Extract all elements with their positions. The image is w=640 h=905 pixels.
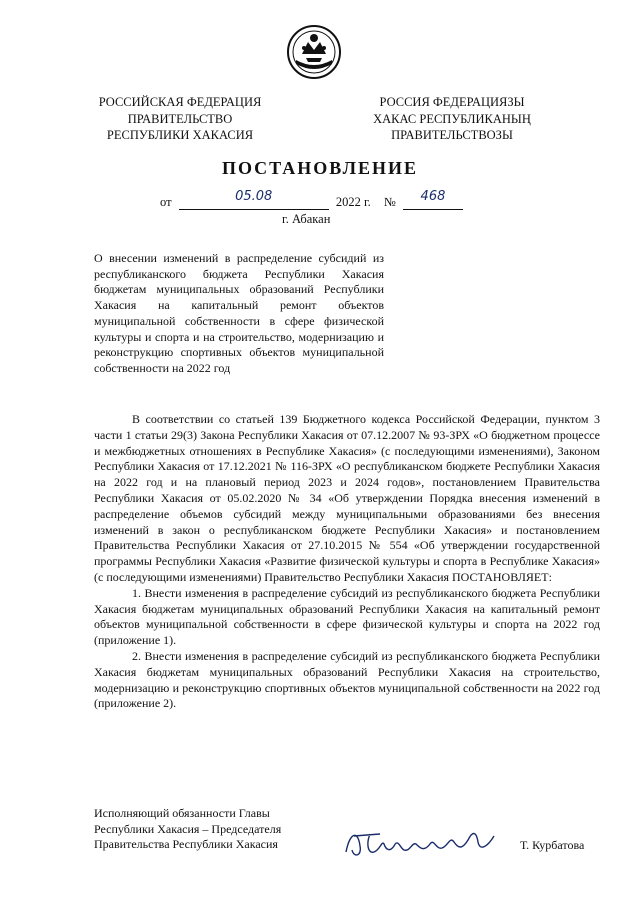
date-line <box>160 189 463 210</box>
header-left-line-3: РЕСПУБЛИКИ ХАКАСИЯ <box>106 128 254 142</box>
subject-block: О внесении изменений в распределение субсидий из республиканского бюджета Республики Хакасия бюджетам муниципальных образований Республики Хакасия на капитальный ремонт объектов муниципальной собственности в сфере физической культуры и спорта и на строительство, модернизацию и реконструкцию спортивных объектов муниципальной собственности на 2022 год <box>94 251 384 375</box>
signatory-name: Т. Курбатова <box>520 838 585 852</box>
header-left-line-1: РОССИЙСКАЯ ФЕДЕРАЦИЯ <box>98 95 262 109</box>
city-label: г. Абакан <box>282 212 331 226</box>
number-handwritten: 468 <box>420 189 446 204</box>
header-right-line-3: ПРАВИТЕЛЬСТВОЗЫ <box>391 128 513 142</box>
date-handwritten: 05.08 <box>235 189 273 204</box>
coat-of-arms-emblem <box>286 24 342 80</box>
item-1-paragraph: 1. Внести изменения в распределение субсидий из республиканского бюджета Республики Хакасия бюджетам муниципальных образований Республики Хакасия на капитальный ремонт объектов муниципальной собственности в сфере физической культуры и спорта на 2022 год (приложение 1). <box>94 585 600 648</box>
document-title: ПОСТАНОВЛЕНИЕ <box>221 158 419 178</box>
date-year: 2022 г. <box>335 195 371 209</box>
date-field <box>179 189 329 210</box>
handwritten-signature <box>340 822 500 862</box>
signature-title-block <box>94 806 281 853</box>
header-right-line-1: РОССИЯ ФЕДЕРАЦИЯЗЫ <box>379 95 525 109</box>
signature-title-line-3: Правительства Республики Хакасия <box>94 837 278 852</box>
header-right <box>352 94 552 144</box>
number-field <box>403 189 463 210</box>
item-2-paragraph: 2. Внести изменения в распределение субсидий из республиканского бюджета Республики Хакасия бюджетам муниципальных образований Республики Хакасия на строительство, модернизацию и реконструкцию спортивных объектов муниципальной собственности на 2022 год (приложение 2). <box>94 648 600 711</box>
header-left-line-2: ПРАВИТЕЛЬСТВО <box>127 111 233 126</box>
signature-title-line-2: Республики Хакасия – Председателя <box>94 821 282 836</box>
header-left <box>80 94 280 144</box>
date-from-label: от <box>160 195 172 209</box>
signature-title-line-1: Исполняющий обязанности Главы <box>94 806 270 820</box>
document-body <box>94 412 600 712</box>
preamble-paragraph: В соответствии со статьей 139 Бюджетного кодекса Российской Федерации, пунктом 3 части 1 статьи 29(3) Закона Республики Хакасия от 07.12.2007 № 93-ЗРХ «О бюджетном процессе и межбюджетных отношениях в Республике Хакасия» (с последующими изменениями), Законом Республики Хакасия от 17.12.2021 № 116-ЗРХ «О республиканском бюджете Республики Хакасия на 2022 год и на плановый период 2023 и 2024 годов», постановлением Правительства Республики Хакасия от 05.02.2020 № 34 «Об утверждении Порядка внесения изменений в распределение объемов субсидий между муниципальными образованиями без внесения изменений в закон о республиканском бюджете Республики Хакасия» и постановлением Правительства Республики Хакасия от 27.10.2015 № 554 «Об утверждении государственной программы Республики Хакасия «Развитие физической культуры и спорта в Республике Хакасия» (с последующими изменениями) Правительство Республики Хакасия ПОСТАНОВЛЯЕТ: <box>94 412 600 584</box>
number-label: № <box>383 195 396 209</box>
header-right-line-2: ХАКАС РЕСПУБЛИКАНЫҢ <box>373 111 531 126</box>
